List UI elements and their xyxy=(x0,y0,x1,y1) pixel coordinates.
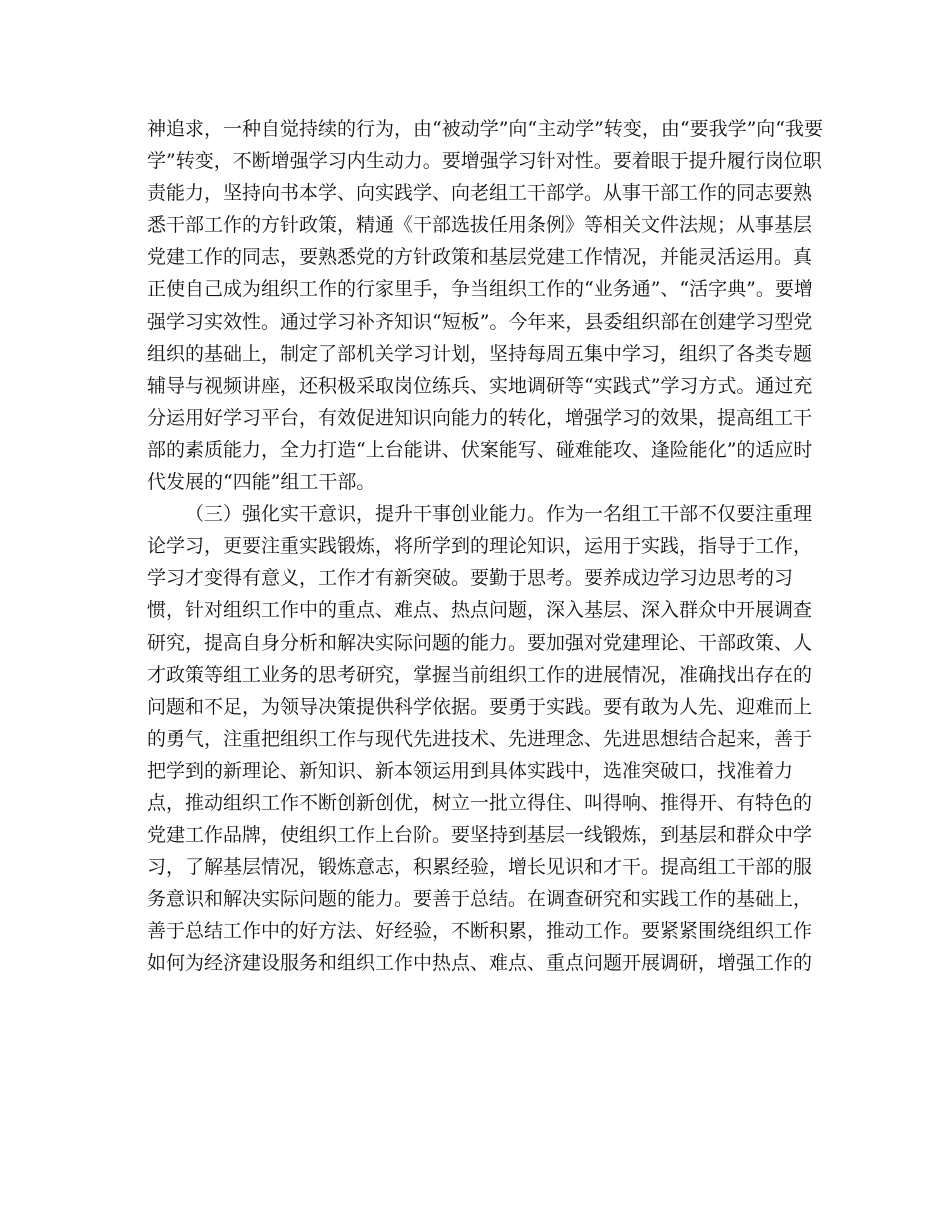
text-line: 正使自己成为组织工作的行家里手，争当组织工作的“业务通”、“活字典”。要增 xyxy=(147,278,813,301)
text-line: 点，推动组织工作不断创新创优，树立一批立得住、叫得响、推得开、有特色的 xyxy=(147,791,813,814)
text-line: 部的素质能力，全力打造“上台能讲、伏案能写、碰难能攻、逢险能化”的适应时 xyxy=(147,438,813,461)
text-line: 神追求，一种自觉持续的行为，由“被动学”向“主动学”转变，由“要我学”向“我要 xyxy=(147,118,823,140)
text-line: 党建工作的同志，要熟悉党的方针政策和基层党建工作情况，并能灵活运用。真 xyxy=(147,246,813,269)
text-line: 悉干部工作的方针政策，精通《干部选拔任用条例》等相关文件法规；从事基层 xyxy=(147,214,813,237)
text-line: 把学到的新理论、新知识、新本领运用到具体实践中，选准突破口，找准着力 xyxy=(147,759,794,782)
body-text xyxy=(147,113,823,980)
text-line: 的勇气，注重把组织工作与现代先进技术、先进理念、先进思想结合起来，善于 xyxy=(147,727,813,750)
text-line: 代发展的“四能”组工干部。 xyxy=(147,471,376,494)
text-line: 责能力，坚持向书本学、向实践学、向老组工干部学。从事干部工作的同志要熟 xyxy=(147,182,813,205)
text-line: 习，了解基层情况，锻炼意志，积累经验，增长见识和才干。提高组工干部的服 xyxy=(147,856,813,879)
text-line: 学”转变，不断增强学习内生动力。要增强学习针对性。要着眼于提升履行岗位职 xyxy=(147,150,822,173)
text-line: 善于总结工作中的好方法、好经验，不断积累，推动工作。要紧紧围绕组织工作 xyxy=(147,920,813,943)
text-line: 党建工作品牌，使组织工作上台阶。要坚持到基层一线锻炼，到基层和群众中学 xyxy=(147,824,813,847)
text-line: 强学习实效性。通过学习补齐知识“短板”。今年来，县委组织部在创建学习型党 xyxy=(147,310,813,333)
text-line: 惯，针对组织工作中的重点、难点、热点问题，深入基层、深入群众中开展调查 xyxy=(147,599,813,622)
text-line: 论学习，更要注重实践锻炼，将所学到的理论知识，运用于实践，指导于工作， xyxy=(147,535,813,558)
text-line: 研究，提高自身分析和解决实际问题的能力。要加强对党建理论、干部政策、人 xyxy=(147,631,813,654)
text-line: 学习才变得有意义，工作才有新突破。要勤于思考。要养成边学习边思考的习 xyxy=(147,567,794,590)
text-line: 才政策等组工业务的思考研究，掌握当前组织工作的进展情况，准确找出存在的 xyxy=(147,663,813,686)
text-line: 务意识和解决实际问题的能力。要善于总结。在调查研究和实践工作的基础上， xyxy=(147,888,813,911)
section-heading-line: （三）强化实干意识，提升干事创业能力。作为一名组工干部不仅要注重理 xyxy=(185,503,813,526)
text-line: 分运用好学习平台，有效促进知识向能力的转化，增强学习的效果，提高组工干 xyxy=(147,406,813,429)
text-line: 问题和不足，为领导决策提供科学依据。要勇于实践。要有敢为人先、迎难而上 xyxy=(147,695,813,718)
text-line: 如何为经济建设服务和组织工作中热点、难点、重点问题开展调研，增强工作的 xyxy=(147,952,813,975)
text-line: 辅导与视频讲座，还积极采取岗位练兵、实地调研等“实践式”学习方式。通过充 xyxy=(147,374,813,397)
text-line: 组织的基础上，制定了部机关学习计划，坚持每周五集中学习，组织了各类专题 xyxy=(147,342,813,365)
